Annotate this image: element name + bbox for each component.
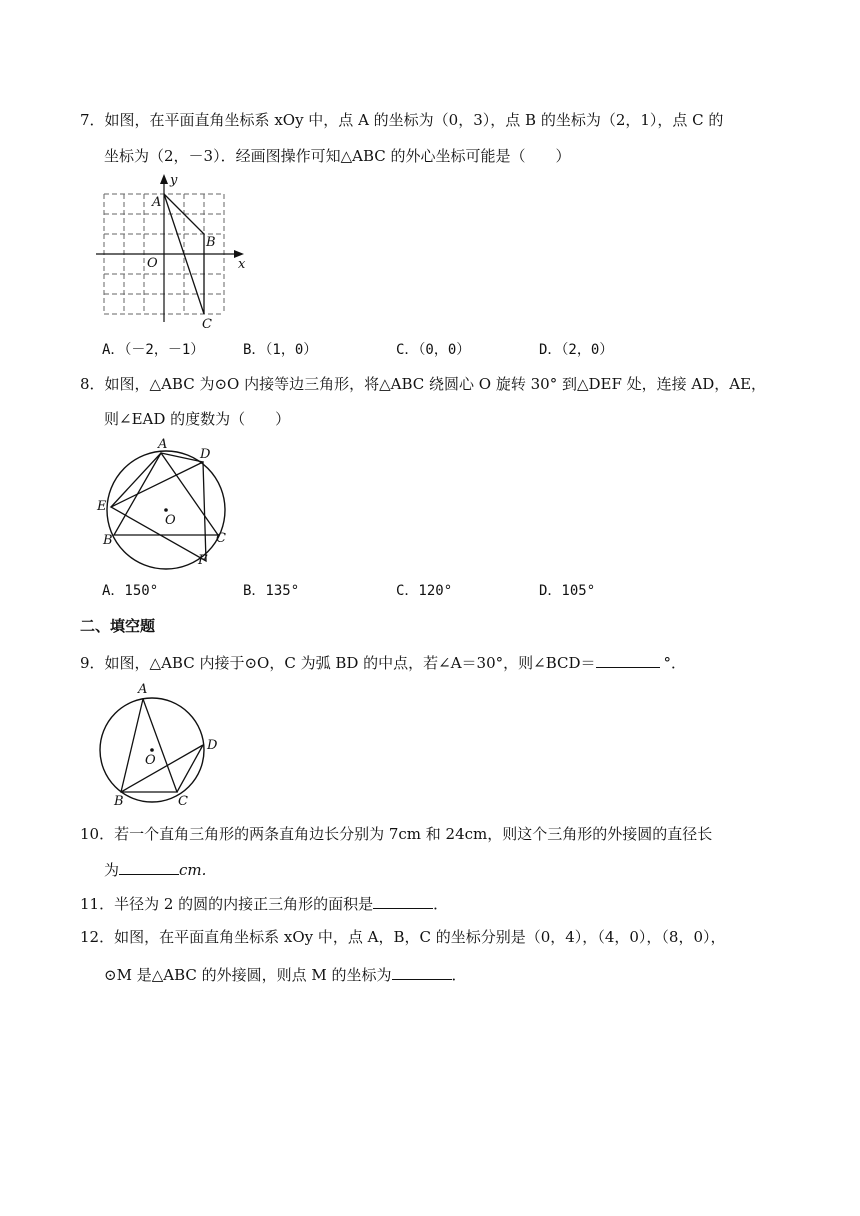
q9-text: 9．如图，△ABC 内接于⊙O，C 为弧 BD 的中点，若∠A＝30°，则∠BCD＝ — [80, 654, 596, 672]
q7-figure — [92, 172, 262, 332]
q11-answer-blank[interactable] — [373, 892, 433, 909]
segment-ad — [161, 453, 203, 462]
q12-suffix: ． — [451, 966, 467, 984]
label-C: C — [202, 317, 212, 332]
q8-line1: 8．如图，△ABC 为⊙O 内接等边三角形，将△ABC 绕圆心 O 旋转 30° 到△DEF 处，连接 AD，AE， — [80, 375, 767, 393]
label-O: O — [165, 513, 176, 528]
q10-suffix: cm. — [179, 861, 207, 879]
label-x: x — [238, 257, 246, 272]
label-y: y — [170, 173, 178, 188]
center-dot — [150, 748, 154, 752]
label-C: C — [178, 794, 188, 809]
q10-line2 — [104, 858, 206, 880]
q7-option-a: A．（－2，－1） — [102, 342, 205, 358]
q8-figure — [94, 436, 244, 571]
q11-line — [80, 892, 448, 914]
q8-option-a: A．150° — [102, 583, 159, 599]
triangle-def — [111, 462, 206, 561]
q10-line1: 10．若一个直角三角形的两条直角边长分别为 7cm 和 24cm，则这个三角形的外接圆的直径长 — [80, 825, 713, 843]
label-A: A — [138, 682, 148, 697]
label-B: B — [206, 235, 216, 250]
q11-suffix: ． — [433, 895, 449, 913]
label-D: D — [200, 447, 211, 462]
q7-line2: 坐标为（2，－3）．经画图操作可知△ABC 的外心坐标可能是（ ） — [104, 147, 571, 165]
q7-option-d: D．（2，0） — [539, 342, 614, 358]
center-dot — [164, 508, 168, 512]
q8-option-b: B．135° — [243, 583, 300, 599]
q7-option-b: B．（1，0） — [243, 342, 318, 358]
q9-line — [80, 651, 686, 673]
section-heading: 二、填空题 — [80, 617, 156, 635]
q9-figure — [98, 680, 228, 810]
q12-line2 — [104, 963, 467, 985]
q7-option-c: C．（0，0） — [396, 342, 471, 358]
q11-text: 11．半径为 2 的圆的内接正三角形的面积是 — [80, 895, 374, 913]
q8-line2: 则∠EAD 的度数为（ ） — [104, 410, 291, 428]
q9-suffix: °． — [663, 654, 687, 672]
label-B: B — [103, 533, 113, 548]
q10-prefix: 为 — [104, 861, 120, 879]
q8-option-d: D．105° — [539, 583, 596, 599]
segment-ae — [111, 453, 161, 507]
q9-answer-blank[interactable] — [596, 651, 660, 668]
label-O: O — [147, 256, 158, 271]
label-A: A — [152, 195, 162, 210]
label-E: E — [97, 499, 107, 514]
q12-answer-blank[interactable] — [392, 963, 452, 980]
q12-line1: 12．如图，在平面直角坐标系 xOy 中，点 A，B，C 的坐标分别是（0，4），（4，0），（8，0）， — [80, 928, 726, 946]
label-O: O — [145, 753, 156, 768]
q12-text: ⊙M 是△ABC 的外接圆，则点 M 的坐标为 — [104, 966, 392, 984]
label-F: F — [198, 553, 208, 568]
label-D: D — [207, 738, 218, 753]
label-B: B — [114, 794, 124, 809]
label-C: C — [216, 531, 226, 546]
label-A: A — [158, 437, 168, 452]
q8-option-c: C．120° — [396, 583, 453, 599]
q10-answer-blank[interactable] — [119, 858, 179, 875]
q7-line1: 7．如图，在平面直角坐标系 xOy 中，点 A 的坐标为（0，3），点 B 的坐标为（2，1），点 C 的 — [80, 111, 724, 129]
triangle-abc — [121, 699, 177, 792]
y-axis-arrow — [160, 174, 168, 184]
